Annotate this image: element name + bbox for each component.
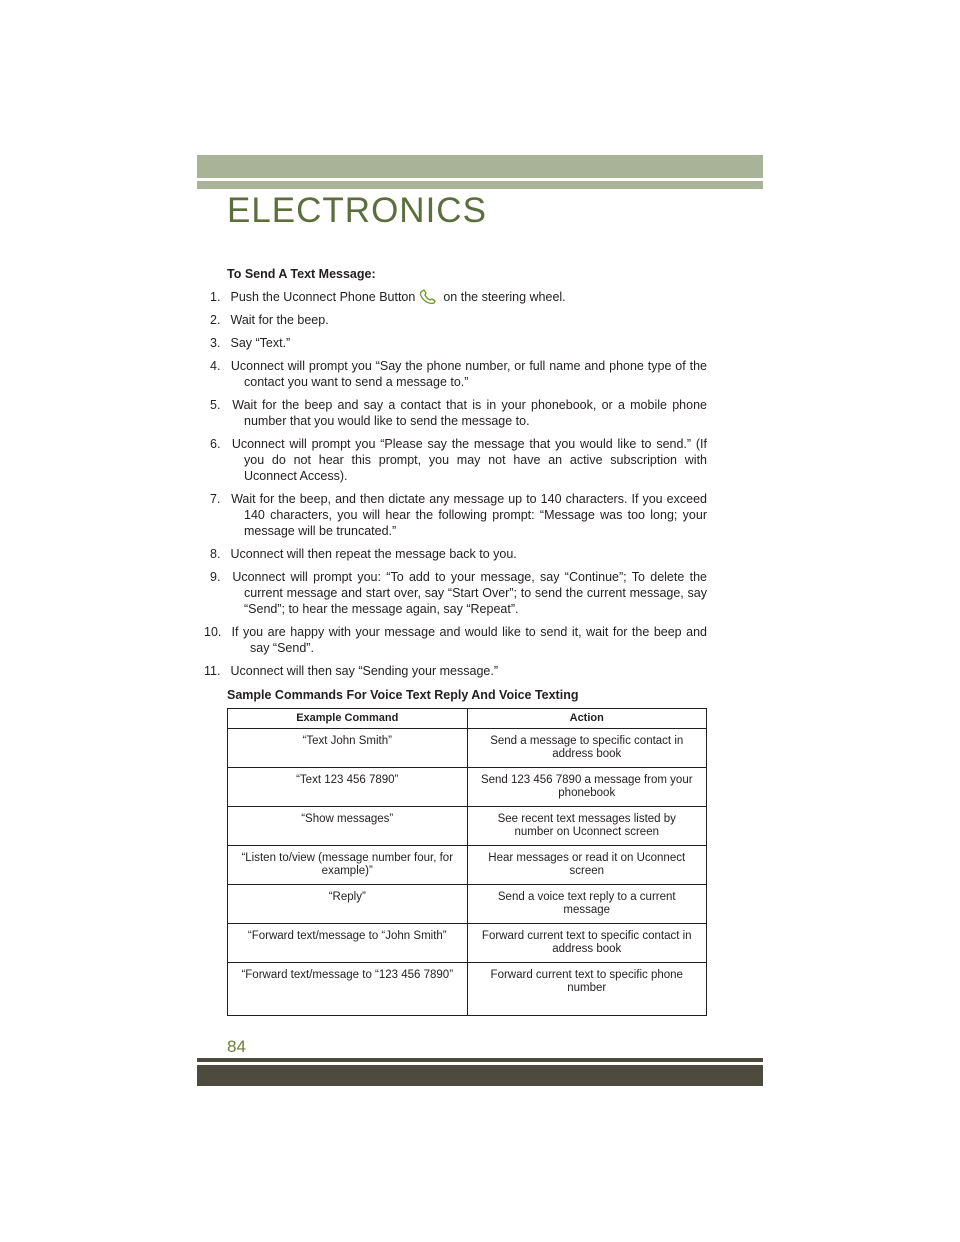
- table-row: [228, 846, 707, 885]
- send-text-heading: To Send A Text Message:: [227, 267, 376, 281]
- list-item: 5. Wait for the beep and say a contact that is in your phonebook, or a mobile phone number that you would like to send the message to.: [210, 398, 707, 428]
- step-text: Wait for the beep.: [230, 313, 329, 327]
- list-item: 9. Uconnect will prompt you: “To add to your message, say “Continue”; To delete the current message and start over, say “Start Over”; to send the current message, say “Send”; to hear the message again, say “Repeat”.: [210, 570, 707, 616]
- page-content: [204, 267, 707, 1016]
- step-text: Wait for the beep, and then dictate any message up to 140 characters. If you exceed 140 characters, you will hear the following prompt: “Message was too long; your message will be truncated.”: [231, 492, 707, 538]
- phone-icon: [415, 289, 443, 305]
- step-text: Uconnect will prompt you: “To add to your message, say “Continue”; To delete the current message and start over, say “Start Over”; to send the current message, say “Send”; to hear the message again, say “Repeat”.: [232, 570, 707, 616]
- action-cell: See recent text messages listed by number on Uconnect screen: [467, 807, 707, 846]
- commands-table: [227, 708, 707, 1016]
- column-header-command: Example Command: [228, 709, 468, 729]
- table-row: [228, 885, 707, 924]
- footer-rule: [197, 1058, 763, 1062]
- step-text: on the steering wheel.: [443, 290, 566, 304]
- action-cell: Forward current text to specific contact in address book: [467, 924, 707, 963]
- section-title: ELECTRONICS: [227, 191, 487, 230]
- table-header-row: [228, 709, 707, 729]
- list-item: 7. Wait for the beep, and then dictate any message up to 140 characters. If you exceed 140 characters, you will hear the following prompt: “Message was too long; your message will be truncated.”: [210, 492, 707, 538]
- step-text: If you are happy with your message and would like to send it, wait for the beep and say “Send”.: [231, 625, 707, 655]
- list-item: 10. If you are happy with your message and would like to send it, wait for the beep and say “Send”.: [204, 625, 707, 655]
- action-cell: Hear messages or read it on Uconnect screen: [467, 846, 707, 885]
- table-row: [228, 807, 707, 846]
- list-item: 4. Uconnect will prompt you “Say the phone number, or full name and phone type of the contact you want to send a message to.”: [210, 359, 707, 389]
- step-text: Uconnect will then repeat the message back to you.: [230, 547, 517, 561]
- step-text: Say “Text.”: [230, 336, 291, 350]
- command-cell: “Show messages”: [228, 807, 468, 846]
- list-item: 3. Say “Text.”: [210, 336, 291, 350]
- steps-list: [204, 289, 707, 679]
- command-cell: “Text John Smith”: [228, 729, 468, 768]
- header-band: [197, 155, 763, 178]
- action-cell: Send a voice text reply to a current message: [467, 885, 707, 924]
- table-title: Sample Commands For Voice Text Reply And Voice Texting: [227, 688, 579, 702]
- footer-band: [197, 1065, 763, 1086]
- step-text: Uconnect will then say “Sending your message.”: [230, 664, 498, 678]
- list-item: 2. Wait for the beep.: [210, 313, 329, 327]
- list-item: 11. Uconnect will then say “Sending your message.”: [204, 664, 498, 678]
- column-header-action: Action: [467, 709, 707, 729]
- step-text: Uconnect will prompt you “Say the phone number, or full name and phone type of the contact you want to send a message to.”: [230, 359, 707, 389]
- table-row: [228, 963, 707, 1016]
- action-cell: Send 123 456 7890 a message from your phonebook: [467, 768, 707, 807]
- header-rule: [197, 181, 763, 189]
- step-text: Wait for the beep and say a contact that is in your phonebook, or a mobile phone number that you would like to send the message to.: [232, 398, 707, 428]
- command-cell: “Listen to/view (message number four, for example)”: [228, 846, 468, 885]
- table-row: [228, 729, 707, 768]
- step-text: Push the Uconnect Phone Button: [230, 290, 416, 304]
- list-item: 1. Push the Uconnect Phone Button on the steering wheel.: [210, 290, 566, 304]
- command-cell: “Forward text/message to “John Smith”: [228, 924, 468, 963]
- table-row: [228, 768, 707, 807]
- action-cell: Forward current text to specific phone number: [467, 963, 707, 1016]
- action-cell: Send a message to specific contact in address book: [467, 729, 707, 768]
- list-item: 6. Uconnect will prompt you “Please say the message that you would like to send.” (If you do not hear this prompt, you may not have an active subscription with Uconnect Access).: [210, 437, 707, 483]
- step-text: Uconnect will prompt you “Please say the message that you would like to send.” (If you do not hear this prompt, you may not have an active subscription with Uconnect Access).: [231, 437, 707, 483]
- list-item: 8. Uconnect will then repeat the message back to you.: [210, 547, 517, 561]
- command-cell: “Reply”: [228, 885, 468, 924]
- table-row: [228, 924, 707, 963]
- command-cell: “Forward text/message to “123 456 7890”: [228, 963, 468, 1016]
- command-cell: “Text 123 456 7890”: [228, 768, 468, 807]
- page-number: 84: [227, 1037, 246, 1056]
